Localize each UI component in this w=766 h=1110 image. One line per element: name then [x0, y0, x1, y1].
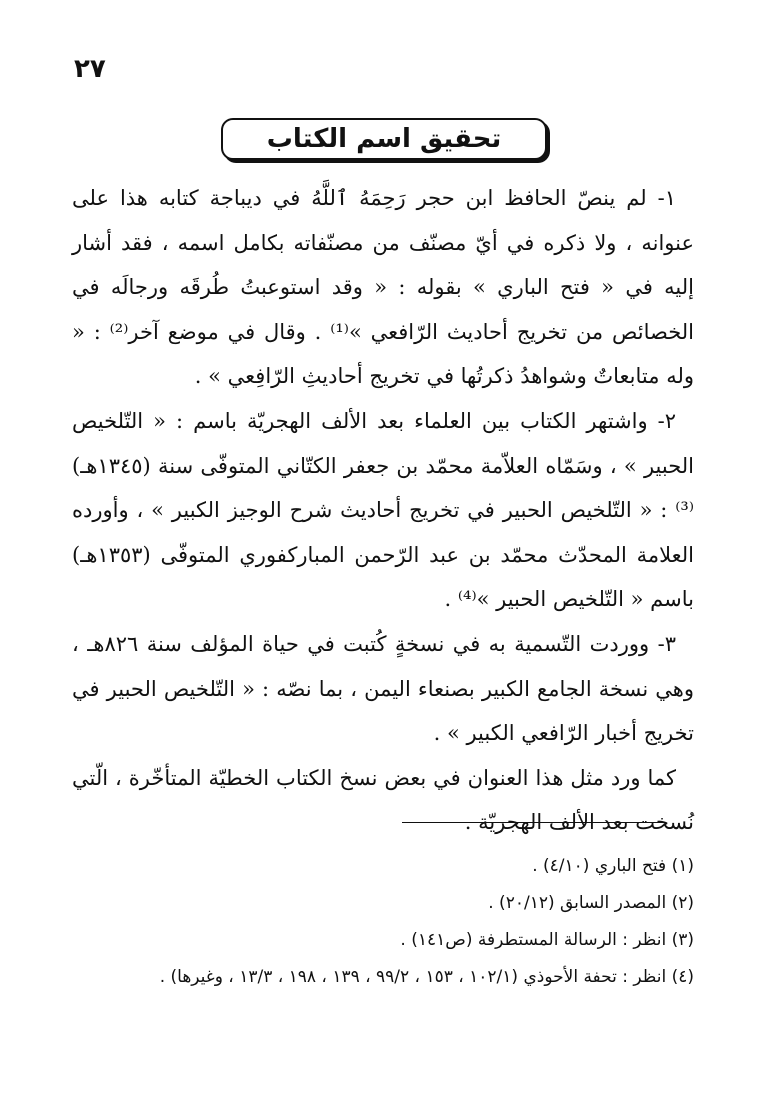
paragraph-3: ٣- ووردت التّسمية به في نسخةٍ كُتبت في حياة المؤلف سنة ٨٢٦هـ ، وهي نسخة الجامع الكبير بصنعاء اليمن ، بما نصّه : « التّلخيص الحبير في تخريج أخبار الرّافعي الكبير » .: [72, 631, 694, 746]
footnotes: [72, 848, 694, 996]
page-number: ٢٧: [74, 54, 106, 84]
footnote-2: (٢) المصدر السابق (٢٠/١٢) .: [488, 893, 694, 913]
paragraph-4: كما ورد مثل هذا العنوان في بعض نسخ الكتاب الخطيّة المتأخّرة ، الّتي نُسخت بعد الألف الهجريّة .: [72, 765, 694, 835]
footnote-separator: [402, 822, 666, 823]
footnote-3: (٣) انظر : الرسالة المستطرفة (ص١٤١) .: [400, 930, 694, 950]
body-text: [72, 176, 694, 845]
footnote-4: (٤) انظر : تحفة الأحوذي (١٠٢/١ ، ١٥٣ ، ٩٩/٢ ، ١٣٩ ، ١٩٨ ، ١٣/٣ ، وغيرها) .: [159, 967, 694, 987]
section-title-frame: [221, 118, 547, 160]
section-title: تحقيق اسم الكتاب: [266, 124, 502, 154]
paragraph-2: ٢- واشتهر الكتاب بين العلماء بعد الألف الهجريّة باسم : « التّلخيص الحبير » ، وسَمّاه العلاّمة محمّد بن جعفر الكتّاني المتوفّى سنة (١٣٤٥هـ)⁽³⁾ : « التّلخيص الحبير في تخريج أحاديث شرح الوجيز الكبير » ، وأورده العلامة المحدّث محمّد بن عبد الرّحمن المباركفوري المتوفّى (١٣٥٣هـ) باسم « التّلخيص الحبير »⁽⁴⁾ .: [72, 408, 694, 612]
paragraph-1: ١- لم ينصّ الحافظ ابن حجر رَحِمَهُ ٱللَّهُ في ديباجة كتابه هذا على عنوانه ، ولا ذكره في أيّ مصنّف من مصنّفاته بكامل اسمه ، فقد أشار إليه في « فتح الباري » بقوله : « وقد استوعبتُ طُرقَه ورجالَه في الخصائص من تخريج أحاديث الرّافعي »⁽¹⁾ . وقال في موضع آخر⁽²⁾ : « وله متابعاتٌ وشواهدُ ذكرتُها في تخريج أحاديثِ الرّافِعي » .: [72, 186, 694, 389]
footnote-1: (١) فتح الباري (٤/١٠) .: [532, 856, 694, 876]
